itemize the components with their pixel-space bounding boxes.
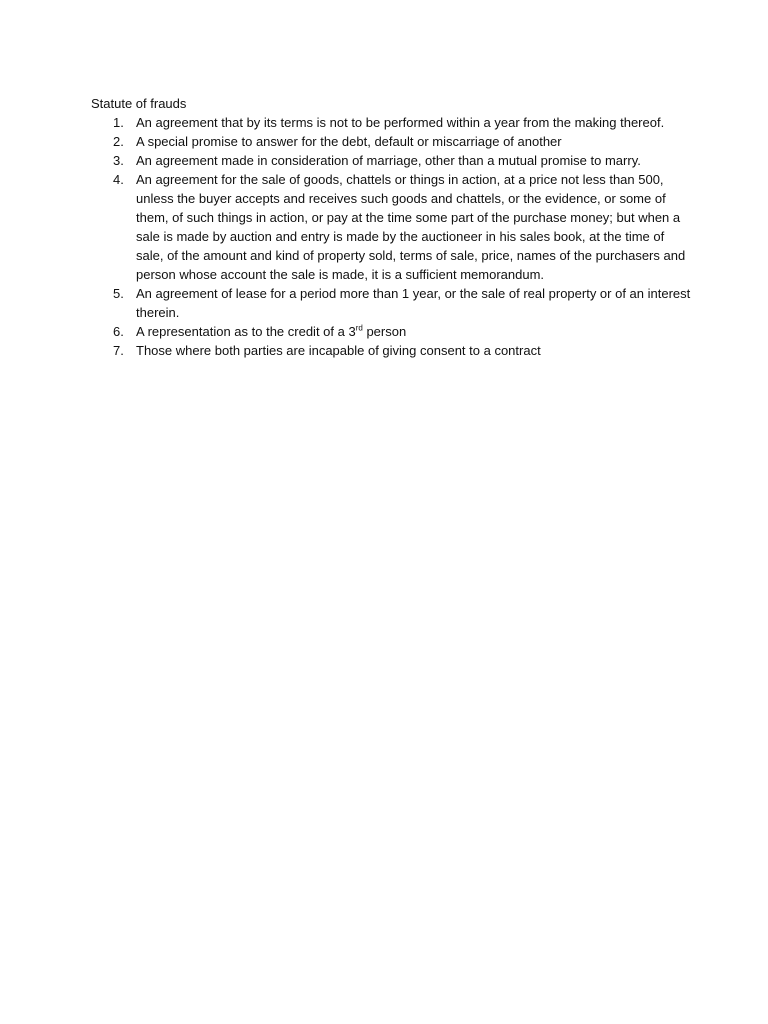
list-item-number: 5. [113, 286, 124, 301]
list-item-7 [91, 341, 691, 360]
list-item-number: 7. [113, 343, 124, 358]
list-item-2 [91, 132, 691, 151]
list-item-number: 2. [113, 134, 124, 149]
list-item-text-end: person [362, 324, 407, 339]
list-item-number: 6. [113, 324, 124, 339]
list-item-text: An agreement made in consideration of marriage, other than a mutual promise to marry. [136, 153, 641, 168]
list-item-3 [91, 151, 691, 170]
list-item-text-start: A representation as to the credit of a 3 [136, 324, 356, 339]
list-item-text: A special promise to answer for the debt, default or miscarriage of another [136, 134, 562, 149]
list-item-text: An agreement for the sale of goods, chattels or things in action, at a price not less than 500, unless the buyer accepts and receives such goods and chattels, or the evidence, or some of them, of such things in action, or pay at the time some part of the purchase money; but when a sale is made by auction and entry is made by the auctioneer in his sales book, at the time of sale, of the amount and kind of property sold, terms of sale, price, names of the purchasers and person whose account the sale is made, it is a sufficient memorandum. [136, 172, 686, 282]
ordinal-superscript: rd [355, 323, 363, 333]
list-item-text: Those where both parties are incapable of giving consent to a contract [136, 343, 541, 358]
list-item-1 [91, 113, 691, 132]
statute-list [91, 113, 691, 360]
list-item-number: 3. [113, 153, 124, 168]
list-item-text: An agreement that by its terms is not to be performed within a year from the making thereof. [136, 115, 665, 130]
list-item-4 [91, 170, 691, 284]
document-title: Statute of frauds [91, 96, 187, 111]
list-item-number: 4. [113, 172, 124, 187]
list-item-6 [91, 322, 691, 341]
list-item-text: An agreement of lease for a period more than 1 year, or the sale of real property or of an interest therein. [136, 286, 691, 320]
list-item-number: 1. [113, 115, 124, 130]
list-item-5 [91, 284, 691, 322]
